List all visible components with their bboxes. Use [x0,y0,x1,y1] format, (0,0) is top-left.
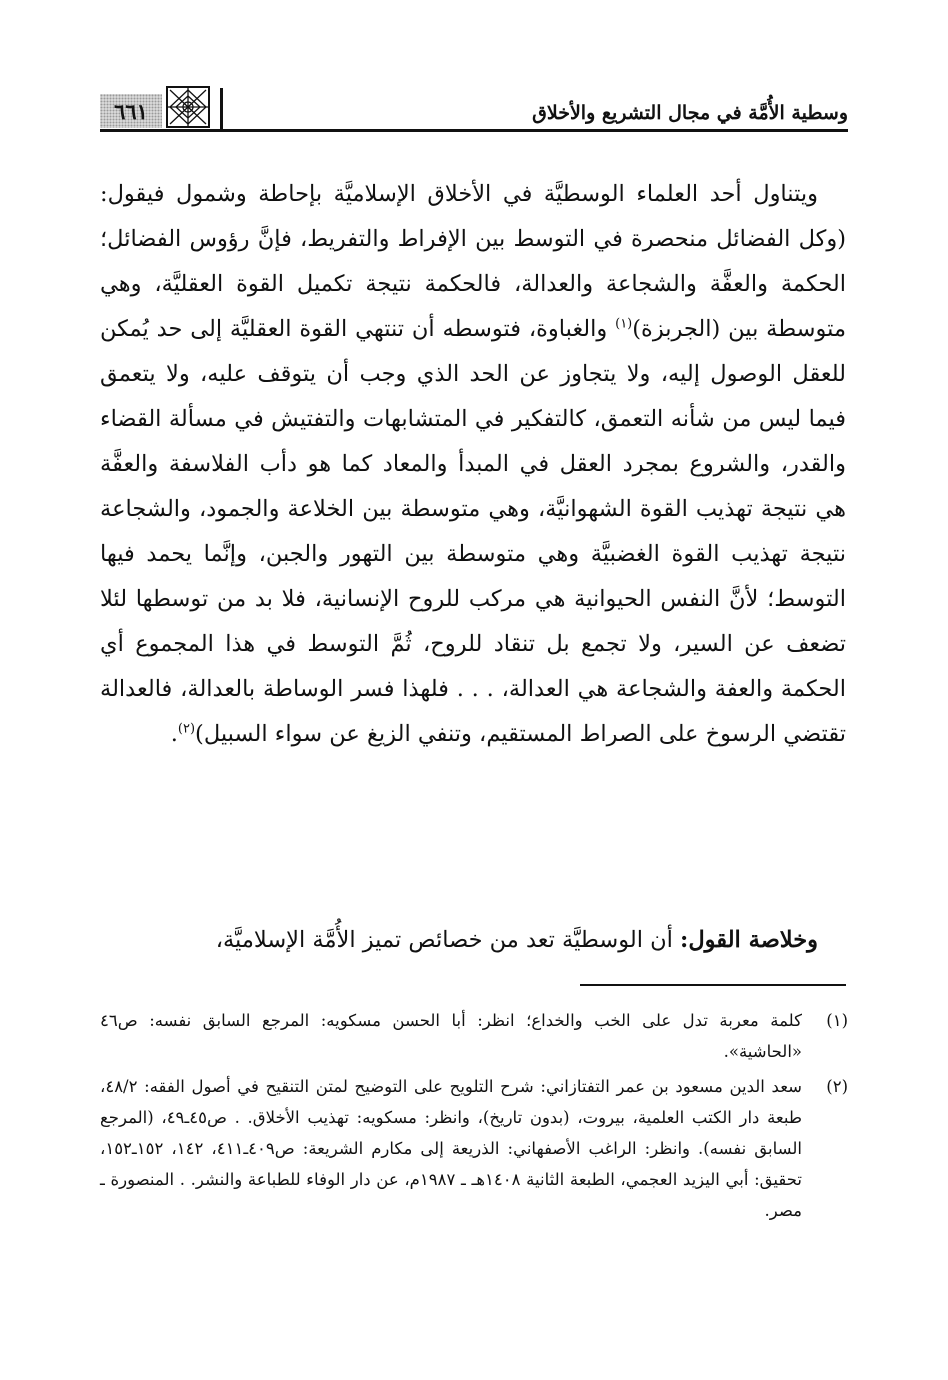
summary-paragraph [100,918,846,963]
footnotes [100,1005,848,1230]
footnote-number: (٢) [826,1077,848,1096]
footnote-separator [580,984,846,986]
header-title: وسطية الأُمَّة في مجال التشريع والأخلاق [532,102,848,124]
footnote [100,1005,848,1067]
summary-text: أن الوسطيَّة تعد من خصائص تميز الأُمَّة الإسلاميَّة، [215,927,681,953]
header-separator [220,88,223,132]
ornament-icon [166,86,210,128]
paragraph-text-cont: والغباوة، فتوسطه أن تنتهي القوة العقليَّة إلى حد يُمكن للعقل الوصول إليه، ولا يتجاوز عن الحد الذي وجب أن يتوقف عليه، ولا يتعمق فيما ليس من شأنه التعمق، كالتفكير في المتشابهات والتفتيش في مسألة القضاء والقدر، والشروع بمجرد العقل في المبدأ والمعاد كما هو دأب الفلاسفة والعفَّة هي نتيجة تهذيب القوة الشهوانيَّة، وهي متوسطة بين الخلاعة والجمود، والشجاعة نتيجة تهذيب القوة الغضبيَّة وهي متوسطة بين التهور والجبن، وإنَّما يحمد فيها التوسط؛ لأنَّ النفس الحيوانية هي مركب للروح الإنسانية، فلا بد من توسطها لئلا تضعف عن السير، ولا تجمع بل تنقاد للروح، ثُمَّ التوسط في هذا المجموع أي الحكمة والعفة والشجاعة هي العدالة، . . . فلهذا فسر الوساطة بالعدالة، فالعدالة تقتضي الرسوخ على الصراط المستقيم، وتنفي الزيغ عن سواء السبيل) [100,316,846,747]
paragraph-text: ويتناول أحد العلماء الوسطيَّة في الأخلاق الإسلاميَّة بإحاطة وشمول فيقول: (وكل الفضائل منحصرة في التوسط بين الإفراط والتفريط، فإنَّ رؤوس الفضائل؛ الحكمة والعفَّة والشجاعة والعدالة، فالحكمة نتيجة تكميل القوة العقليَّة، وهي متوسطة بين (الجربزة) [100,181,846,342]
page-number: ٦٦١ [100,94,162,128]
footnote-ref-1: (١) [615,316,633,332]
footnote-number: (١) [826,1011,848,1030]
footnote [100,1071,848,1226]
paragraph [100,172,846,757]
footnote-text: كلمة معربة تدل على الخب والخداع؛ انظر: أبا الحسن مسكويه: المرجع السابق نفسه: ص٤٦ «الحاشية». [100,1011,802,1061]
footnote-text: سعد الدين مسعود بن عمر التفتازاني: شرح التلويح على التوضيح لمتن التنقيح في أصول الفقه: ٤٨/٢، طبعة دار الكتب العلمية، بيروت، (بدون تاريخ)، وانظر: مسكويه: تهذيب الأخلاق. . ص٤٥ـ٤٩، (المرجع السابق نفسه). وانظر: الراغب الأصفهاني: الذريعة إلى مكارم الشريعة: ص٤٠٩ـ٤١١، ١٤٢، ١٥٢ـ١٥٢، تحقيق: أبي اليزيد العجمي، الطبعة الثانية ١٤٠٨هـ ـ ١٩٨٧م، عن دار الوفاء للطباعة والنشر. . المنصورة ـ مصر. [100,1077,803,1220]
main-paragraph [100,172,846,757]
paragraph-end: . [170,721,178,747]
summary-label: وخلاصة القول: [680,927,818,953]
running-header [100,76,848,132]
header-rule [100,129,848,132]
footnote-ref-2: (٢) [177,721,196,737]
